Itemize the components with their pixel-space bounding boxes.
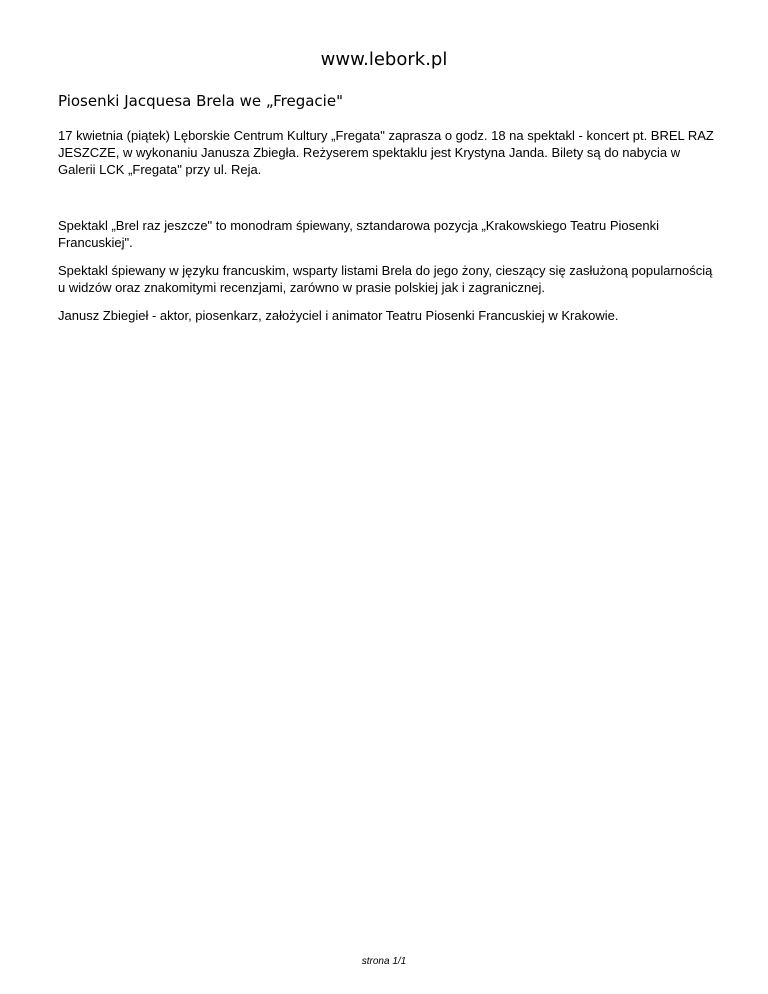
article-paragraph-reception: Spektakl śpiewany w języku francuskim, wsparty listami Brela do jego żony, cieszący się zasłużoną popularnością u widzów oraz znakomitymi recenzjami, zarówno w prasie polskiej jak i zagranicznej. bbox=[58, 263, 713, 295]
article-paragraph-author-bio: Janusz Zbiegieł - aktor, piosenkarz, założyciel i animator Teatru Piosenki Francuskiej w Krakowie. bbox=[58, 308, 619, 323]
article-paragraph-monodrama: Spektakl „Brel raz jeszcze" to monodram śpiewany, sztandarowa pozycja „Krakowskiego Teatru Piosenki Francuskiej". bbox=[58, 218, 659, 250]
article-title: Piosenki Jacquesa Brela we „Fregacie" bbox=[58, 92, 343, 110]
site-header: www.lebork.pl bbox=[320, 49, 448, 70]
page-number: strona 1/1 bbox=[361, 956, 407, 967]
article-paragraph-event-info: 17 kwietnia (piątek) Lęborskie Centrum Kultury „Fregata" zaprasza o godz. 18 na spektakl - koncert pt. BREL RAZ JESZCZE, w wykonaniu Janusza Zbiegła. Reżyserem spektaklu jest Krystyna Janda. Bilety są do nabycia w Galerii LCK „Fregata" przy ul. Reja. bbox=[58, 128, 714, 177]
